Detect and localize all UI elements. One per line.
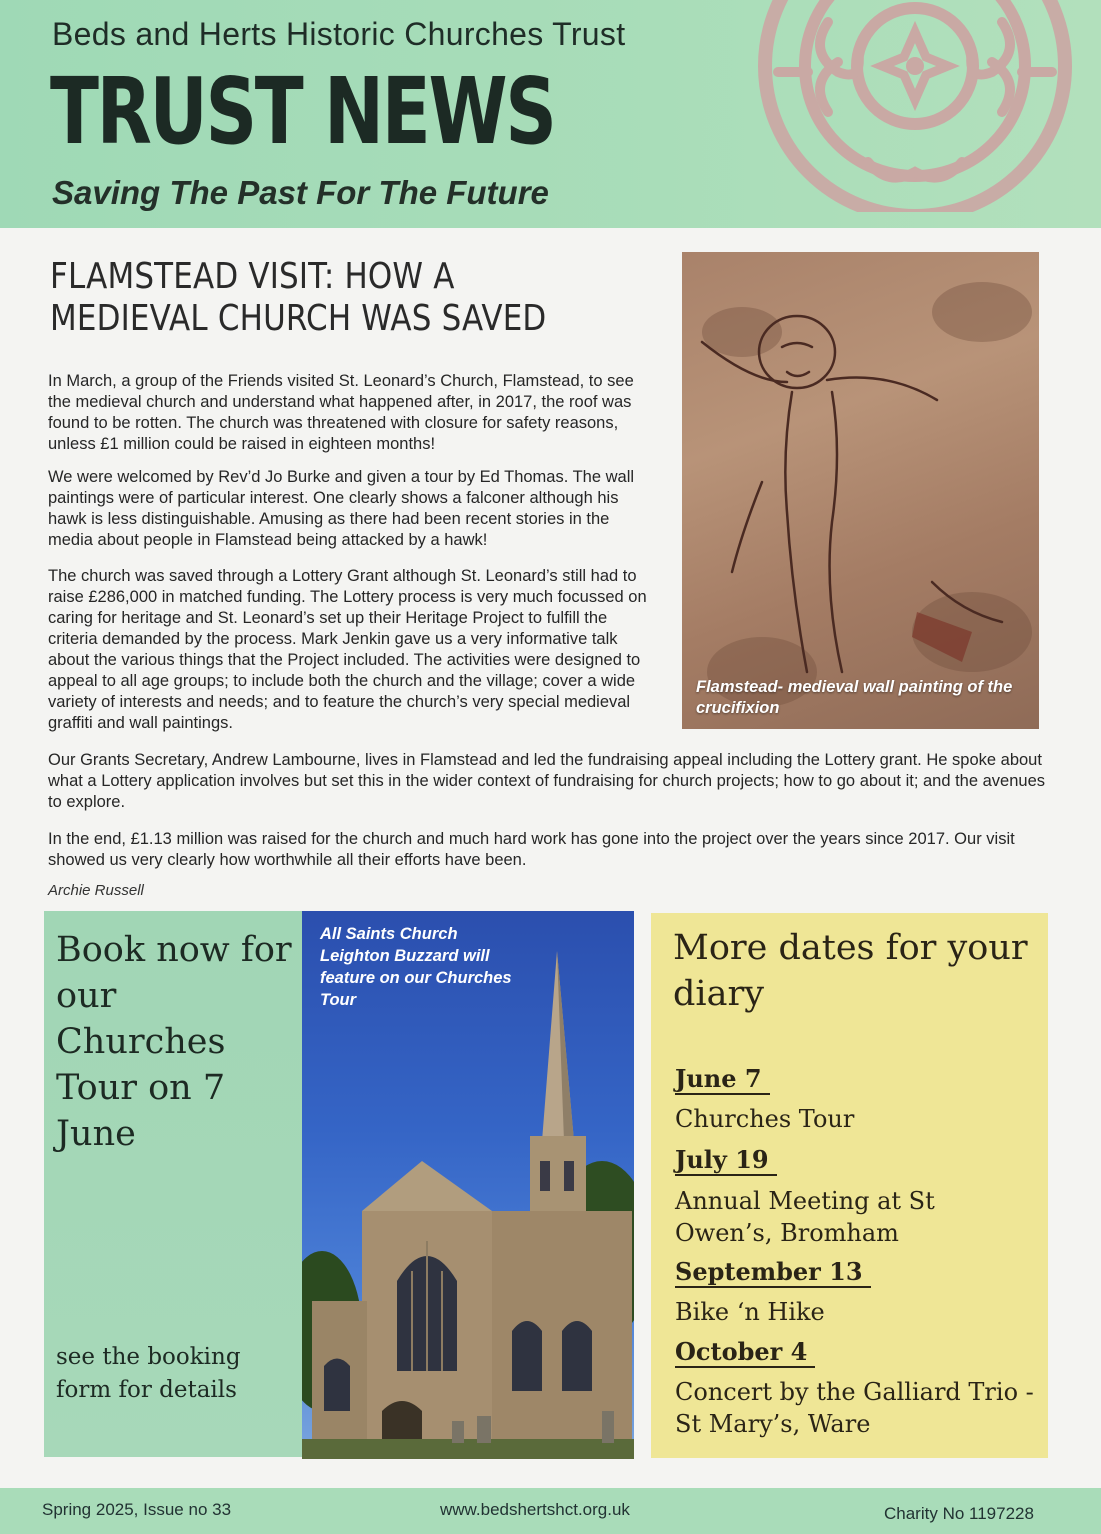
churches-tour-panel bbox=[44, 911, 302, 1457]
church-photo-caption: All Saints Church Leighton Buzzard will feature on our Churches Tour bbox=[320, 925, 512, 1009]
article-author: Archie Russell bbox=[48, 882, 144, 899]
article-headline: FLAMSTEAD VISIT: HOW A MEDIEVAL CHURCH WAS SAVED bbox=[50, 256, 547, 339]
charity-number: Charity No 1197228 bbox=[884, 1504, 1034, 1523]
article-paragraph: Our Grants Secretary, Andrew Lambourne, lives in Flamstead and led the fundraising appeal including the Lottery grant. He spoke about what a Lottery application involves but set this in the wider context of fundraising for church projects; how to go about it; and the avenues to explore. bbox=[48, 751, 1046, 811]
all-saints-church-photo bbox=[302, 911, 634, 1459]
booking-form-note: see the booking form for details bbox=[56, 1344, 241, 1403]
masthead-banner bbox=[0, 0, 1101, 228]
diary-event: Churches Tour bbox=[675, 1105, 855, 1133]
diary-date: June 7 bbox=[675, 1065, 770, 1095]
page-footer bbox=[0, 1488, 1101, 1534]
diary-event: Bike ‘n Hike bbox=[675, 1298, 825, 1326]
article-paragraph: In March, a group of the Friends visited St. Leonard’s Church, Flamstead, to see the medieval church and understand what happened after, in 2017, the roof was found to be rotten. The church was threatened with closure for safety reasons, unless £1 million could be raised in eighteen months! bbox=[48, 372, 634, 453]
diary-heading: More dates for your diary bbox=[673, 928, 1028, 1014]
article-paragraph: In the end, £1.13 million was raised for the church and much hard work has gone into the project over the years since 2017. Our visit showed us very clearly how worthwhile all their efforts have been. bbox=[48, 830, 1015, 869]
diary-date: September 13 bbox=[675, 1258, 871, 1288]
website-link[interactable]: www.bedshertshct.org.uk bbox=[440, 1500, 630, 1519]
diary-panel bbox=[651, 913, 1048, 1458]
article-paragraph: The church was saved through a Lottery Grant although St. Leonard’s still had to raise £286,000 in matched funding. The Lottery process is very much focussed on caring for heritage and St. Leonard’s set up their Heritage Project to fulfill the criteria demanded by the process. Mark Jenkin gave us a very informative talk about the various things that the Project included. The activities were designed to appeal to all age groups; to include both the church and the village; cover a wide variety of interests and needs; and to feature the church’s very special medieval graffiti and wall paintings. bbox=[48, 567, 647, 732]
organisation-name: Beds and Herts Historic Churches Trust bbox=[52, 16, 626, 52]
wall-painting-photo bbox=[682, 252, 1039, 729]
tagline: Saving The Past For The Future bbox=[52, 174, 549, 211]
churches-tour-heading: Book now for our Churches Tour on 7 June bbox=[56, 930, 292, 1154]
issue-info: Spring 2025, Issue no 33 bbox=[42, 1500, 232, 1519]
diary-date: July 19 bbox=[675, 1146, 777, 1176]
wall-painting-caption: Flamstead- medieval wall painting of the crucifixion bbox=[696, 678, 1013, 717]
masthead-title: TRUST NEWS bbox=[50, 58, 555, 165]
article-paragraph: We were welcomed by Rev’d Jo Burke and given a tour by Ed Thomas. The wall paintings were of particular interest. One clearly shows a falconer although his hawk is less distinguishable. Amusing as there had been recent stories in the media about people in Flamstead being attacked by a hawk! bbox=[48, 468, 635, 549]
diary-date: October 4 bbox=[675, 1338, 815, 1368]
diary-event: Annual Meeting at St Owen’s, Bromham bbox=[675, 1187, 935, 1247]
diary-event: Concert by the Galliard Trio - St Mary’s, Ware bbox=[675, 1378, 1034, 1438]
trust-emblem-icon bbox=[748, 0, 1082, 212]
crucifixion-painting-illustration bbox=[682, 252, 1039, 729]
